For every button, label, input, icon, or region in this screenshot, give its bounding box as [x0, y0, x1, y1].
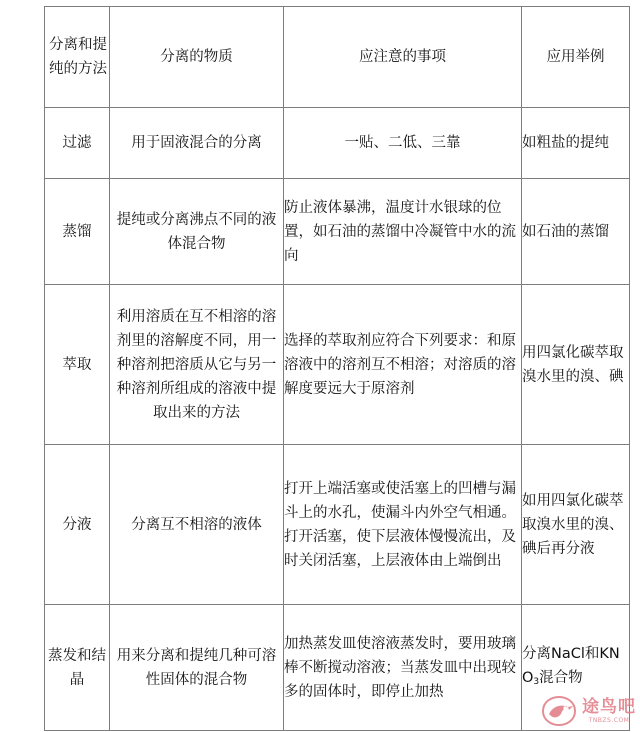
example-cell: 如石油的蒸馏	[522, 179, 630, 285]
table-row	[45, 108, 630, 179]
header-method: 分离和提纯的方法	[45, 7, 110, 108]
example-cell: 用四氯化碳萃取溴水里的溴、碘	[522, 285, 630, 445]
substance-cell: 分离互不相溶的液体	[110, 445, 284, 605]
header-notes: 应注意的事项	[284, 7, 522, 108]
notes-cell: 打开上端活塞或使活塞上的凹槽与漏斗上的水孔，使漏斗内外空气相通。打开活塞，使下层液体慢慢流出，及时关闭活塞，上层液体由上端倒出	[284, 445, 522, 605]
bird-logo-icon	[540, 694, 578, 728]
substance-cell: 提纯或分离沸点不同的液体混合物	[110, 179, 284, 285]
notes-cell: 防止液体暴沸，温度计水银球的位置，如石油的蒸馏中冷凝管中水的流向	[284, 179, 522, 285]
method-cell: 蒸馏	[45, 179, 110, 285]
method-cell: 过滤	[45, 108, 110, 179]
example-cell: 如用四氯化碳萃取溴水里的溴、碘后再分液	[522, 445, 630, 605]
separation-methods-table	[44, 6, 630, 731]
table-row	[45, 285, 630, 445]
header-row	[45, 7, 630, 108]
table-row	[45, 445, 630, 605]
watermark-text	[582, 697, 636, 725]
notes-cell: 选择的萃取剂应符合下列要求：和原溶液中的溶剂互不相溶；对溶质的溶解度要远大于原溶剂	[284, 285, 522, 445]
substance-cell: 用来分离和提纯几种可溶性固体的混合物	[110, 605, 284, 731]
substance-cell: 利用溶质在互不相溶的溶剂里的溶解度不同，用一种溶剂把溶质从它与另一种溶剂所组成的溶液中提取出来的方法	[110, 285, 284, 445]
watermark-url: TNBZS.COM	[588, 717, 630, 724]
watermark-name: 途鸟吧	[582, 697, 636, 717]
header-examples: 应用举例	[522, 7, 630, 108]
watermark	[540, 694, 636, 728]
header-substance: 分离的物质	[110, 7, 284, 108]
example-text-pre: 分离NaCl和KNO	[522, 645, 620, 686]
example-cell: 如粗盐的提纯	[522, 108, 630, 179]
method-cell: 分液	[45, 445, 110, 605]
example-subscript: 3	[533, 676, 540, 687]
table-row	[45, 179, 630, 285]
method-cell: 萃取	[45, 285, 110, 445]
example-text-post: 混合物	[539, 669, 583, 686]
notes-cell: 加热蒸发皿使溶液蒸发时，要用玻璃棒不断搅动溶液；当蒸发皿中出现较多的固体时，即停止加热	[284, 605, 522, 731]
method-cell: 蒸发和结晶	[45, 605, 110, 731]
notes-cell: 一贴、二低、三靠	[284, 108, 522, 179]
substance-cell: 用于固液混合的分离	[110, 108, 284, 179]
